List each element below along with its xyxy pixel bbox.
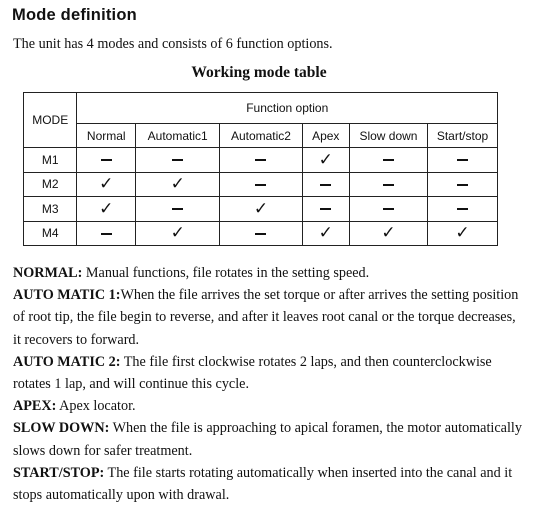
checkmark-icon: ✓ bbox=[170, 174, 185, 194]
mode-cell: M1 bbox=[24, 148, 77, 173]
dash-icon bbox=[457, 208, 468, 210]
dash-icon bbox=[383, 159, 394, 161]
table-cell bbox=[302, 172, 349, 197]
table-title: Working mode table bbox=[191, 64, 327, 81]
table-cell bbox=[302, 221, 349, 246]
dash-icon bbox=[320, 184, 331, 186]
checkmark-icon: ✓ bbox=[455, 223, 470, 243]
table-cell bbox=[77, 197, 136, 222]
table-cell bbox=[136, 197, 220, 222]
dash-icon bbox=[255, 184, 266, 186]
table-cell bbox=[302, 197, 349, 222]
column-header: Automatic2 bbox=[220, 124, 302, 148]
mode-cell: M2 bbox=[24, 172, 77, 197]
definitions bbox=[13, 262, 525, 506]
checkmark-icon: ✓ bbox=[381, 223, 396, 243]
definition-apex bbox=[13, 395, 525, 417]
column-header: Start/stop bbox=[428, 124, 498, 148]
intro-text: The unit has 4 modes and consists of 6 function options. bbox=[13, 36, 333, 52]
column-header: Automatic1 bbox=[136, 124, 220, 148]
definition-normal bbox=[13, 262, 525, 284]
dash-icon bbox=[255, 233, 266, 235]
dash-icon bbox=[101, 159, 112, 161]
table-cell bbox=[428, 172, 498, 197]
mode-cell: M3 bbox=[24, 197, 77, 222]
table-cell bbox=[349, 221, 427, 246]
definition-automatic-1 bbox=[13, 284, 525, 351]
definition-term: SLOW DOWN: bbox=[13, 420, 110, 437]
dash-icon bbox=[457, 159, 468, 161]
definition-text: The file starts rotating automatically when inserted into the canal and it stops automatically upon with drawal. bbox=[13, 464, 513, 504]
checkmark-icon: ✓ bbox=[170, 223, 185, 243]
definition-start-stop bbox=[13, 462, 525, 506]
definition-text: When the file is approaching to apical foramen, the motor automatically slows down for safer treatment. bbox=[13, 420, 522, 459]
definition-term: AUTO MATIC 2: bbox=[13, 353, 121, 370]
dash-icon bbox=[457, 184, 468, 186]
checkmark-icon: ✓ bbox=[318, 149, 333, 169]
dash-icon bbox=[172, 208, 183, 210]
dash-icon bbox=[101, 233, 112, 235]
table-cell bbox=[220, 221, 302, 246]
definition-term: AUTO MATIC 1: bbox=[13, 287, 121, 304]
definition-term: START/STOP: bbox=[13, 464, 105, 481]
dash-icon bbox=[172, 159, 183, 161]
table-cell bbox=[220, 148, 302, 173]
page-title: Mode definition bbox=[12, 6, 137, 24]
dash-icon bbox=[383, 184, 394, 186]
checkmark-icon: ✓ bbox=[253, 198, 269, 218]
definition-text: When the file arrives the set torque or after arrives the setting position of root tip, the file begin to reverse, and after it leaves root canal or the torque decreases, it recovers to forward. bbox=[13, 287, 519, 348]
definition-term: APEX: bbox=[13, 398, 57, 415]
mode-header: MODE bbox=[24, 93, 77, 148]
table-cell bbox=[136, 221, 220, 246]
table-row bbox=[24, 148, 498, 173]
checkmark-icon: ✓ bbox=[318, 223, 333, 243]
table-cell bbox=[428, 148, 498, 173]
table-row bbox=[24, 197, 498, 222]
checkmark-icon: ✓ bbox=[99, 174, 114, 194]
table-body bbox=[24, 148, 498, 246]
definition-text: The file first clockwise rotates 2 laps, and then counterclockwise rotates 1 lap, and will continue this cycle. bbox=[13, 353, 492, 393]
table-cell bbox=[77, 148, 136, 173]
table-cell bbox=[220, 197, 302, 222]
definition-text: Apex locator. bbox=[56, 398, 136, 415]
table-cell bbox=[136, 172, 220, 197]
table-row bbox=[24, 221, 498, 246]
table-cell bbox=[428, 197, 498, 222]
dash-icon bbox=[383, 208, 394, 210]
column-header: Slow down bbox=[349, 124, 427, 148]
definition-automatic-2 bbox=[13, 351, 525, 395]
definition-slow-down bbox=[13, 417, 525, 461]
column-header: Normal bbox=[77, 124, 136, 148]
dash-icon bbox=[320, 208, 331, 210]
table-cell bbox=[349, 172, 427, 197]
definition-text: Manual functions, file rotates in the setting speed. bbox=[82, 265, 370, 281]
dash-icon bbox=[255, 159, 266, 161]
checkmark-icon: ✓ bbox=[99, 198, 114, 218]
table-cell bbox=[220, 172, 302, 197]
table-cell bbox=[77, 221, 136, 246]
function-option-header: Function option bbox=[77, 93, 498, 124]
table-cell bbox=[77, 172, 136, 197]
table-cell bbox=[136, 148, 220, 173]
table-cell bbox=[349, 148, 427, 173]
mode-cell: M4 bbox=[24, 221, 77, 246]
table-cell bbox=[349, 197, 427, 222]
table-row bbox=[24, 172, 498, 197]
column-header: Apex bbox=[302, 124, 349, 148]
table-cell bbox=[428, 221, 498, 246]
table-cell bbox=[302, 148, 349, 173]
definition-term: NORMAL: bbox=[13, 265, 83, 281]
working-mode-table bbox=[23, 92, 498, 246]
